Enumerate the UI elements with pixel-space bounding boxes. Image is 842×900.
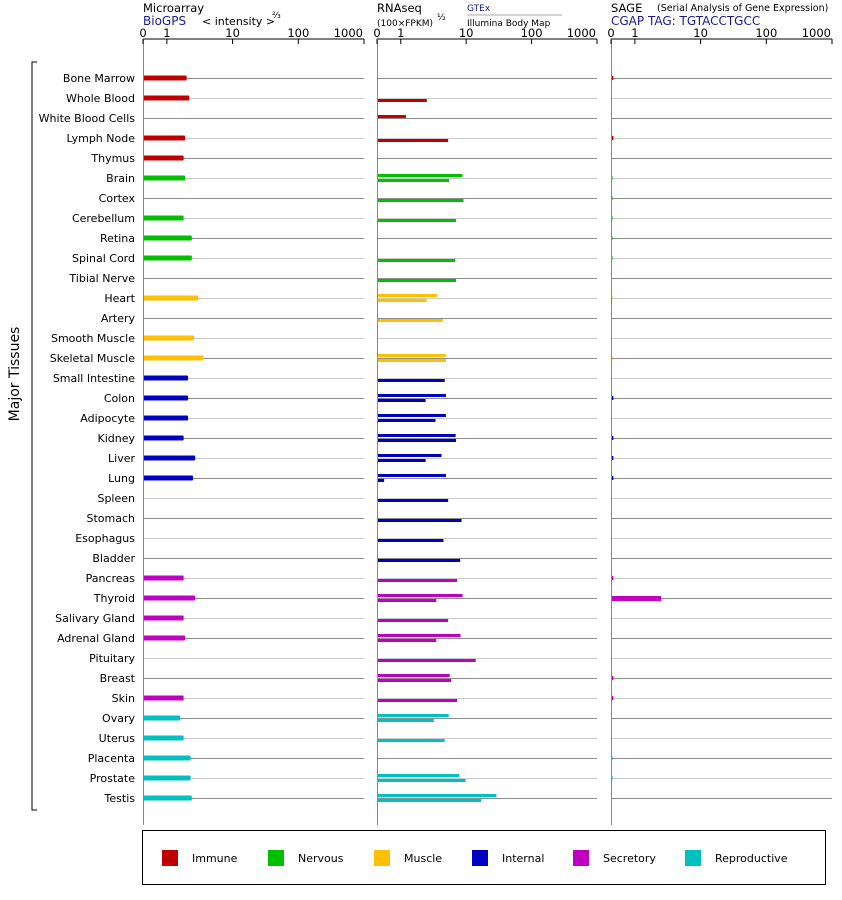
tissue-label: Retina [100,232,135,245]
sage-tick-label: 100 [755,26,778,40]
tissue-label: Artery [100,312,135,325]
rnaseq-gtex-bar [377,259,455,262]
microarray-bar [143,336,194,341]
tissue-label: Liver [108,452,135,465]
tissue-label: White Blood Cells [38,112,135,125]
rnaseq-source-ibm: Illumina Body Map [467,19,551,29]
sage-subtitle: (Serial Analysis of Gene Expression) [657,3,829,14]
tissue-label: Heart [104,292,135,305]
rnaseq-gtex-bar [377,379,445,382]
sage-tick-label: 1 [631,26,639,40]
rnaseq-gtex-bar [377,699,457,702]
rnaseq-scale-label: (100×FPKM) [377,19,434,29]
microarray-source: BioGPS [143,14,187,28]
rnaseq-gtex-bar [377,414,446,417]
rnaseq-gtex-bar [377,279,456,282]
rnaseq-gtex-bar [377,319,443,322]
tissue-label: Bladder [92,552,135,565]
tissue-label: Tibial Nerve [69,272,135,285]
microarray-bar [143,616,184,621]
sage-source: CGAP TAG: TGTACCTGCC [611,14,761,28]
rnaseq-gtex-bar [377,739,445,742]
tissue-label: Cerebellum [71,212,135,225]
tissue-label: Placenta [87,752,135,765]
sage-tick-label: 1000 [801,26,831,40]
rnaseq-gtex-bar [377,199,463,202]
legend-swatch-immune [162,850,178,866]
microarray-tick-label: 1000 [333,26,363,40]
rnaseq-gtex-bar [377,474,446,477]
microarray-tick-label: 10 [225,26,240,40]
microarray-bar [143,256,192,261]
legend-label-nervous: Nervous [298,852,344,865]
tissue-label: Stomach [86,512,135,525]
rnaseq-gtex-bar [377,174,463,177]
legend-swatch-secretory [573,850,589,866]
rnaseq-tick-label: 0 [373,26,381,40]
tissue-label: Smooth Muscle [50,332,135,345]
microarray-bar [143,236,192,241]
rnaseq-ibm-bar [377,439,456,442]
tissue-label: Adipocyte [80,412,135,425]
tissue-label: Testis [104,792,135,805]
rnaseq-tick-label: 100 [520,26,543,40]
legend-label-immune: Immune [192,852,238,865]
rnaseq-ibm-bar [377,179,449,182]
tissue-label: Whole Blood [66,92,135,105]
rnaseq-gtex-bar [377,579,457,582]
rnaseq-ibm-bar [377,679,451,682]
tissue-label: Cortex [98,192,135,205]
tissue-label: Esophagus [75,532,135,545]
tissue-label: Spinal Cord [71,252,135,265]
tissue-label: Breast [99,672,135,685]
microarray-bar [143,716,180,721]
microarray-bar [143,216,184,221]
legend-swatch-internal [472,850,488,866]
legend-label-secretory: Secretory [603,852,656,865]
tissue-label: Bone Marrow [62,72,135,85]
legend-swatch-reproductive [685,850,701,866]
tissue-label: Brain [106,172,135,185]
microarray-scale-label: < intensity > [202,15,276,28]
legend-label-muscle: Muscle [404,852,443,865]
rnaseq-gtex-bar [377,499,448,502]
microarray-scale-exp: ⅔ [272,11,281,21]
rnaseq-ibm-bar [377,719,434,722]
legend-label-reproductive: Reproductive [715,852,788,865]
tissue-label: Thymus [91,152,135,165]
rnaseq-gtex-bar [377,659,476,662]
tissue-label: Lymph Node [66,132,135,145]
rnaseq-gtex-bar [377,634,461,637]
tissue-label: Pituitary [89,652,135,665]
microarray-tick-label: 0 [139,26,147,40]
microarray-bar [143,356,203,361]
tissue-label: Kidney [97,432,135,445]
rnaseq-tick-label: 1 [397,26,405,40]
microarray-tick-label: 1 [163,26,171,40]
tissue-label: Pancreas [85,572,135,585]
rnaseq-gtex-bar [377,539,443,542]
microarray-bar [143,156,184,161]
rnaseq-ibm-bar [377,779,466,782]
rnaseq-tick-label: 10 [458,26,474,40]
rnaseq-scale-exp: ½ [437,13,446,23]
rnaseq-ibm-bar [377,459,426,462]
tissue-label: Lung [108,472,135,485]
rnaseq-source-gtex: GTEx [467,4,491,14]
tissue-bracket [32,62,37,810]
tissue-label: Colon [103,392,135,405]
rnaseq-ibm-bar [377,419,436,422]
microarray-bar [143,296,198,301]
rnaseq-gtex-bar [377,434,456,437]
rnaseq-gtex-bar [377,714,449,717]
rnaseq-gtex-bar [377,674,450,677]
tissue-label: Adrenal Gland [57,632,135,645]
rnaseq-gtex-bar [377,139,448,142]
tissue-label: Skin [111,692,135,705]
rnaseq-gtex-bar [377,774,459,777]
rnaseq-gtex-bar [377,619,448,622]
tissue-label: Small Intestine [52,372,135,385]
rnaseq-gtex-bar [377,454,442,457]
rnaseq-ibm-bar [377,299,427,302]
rnaseq-gtex-bar [377,354,446,357]
legend-swatch-nervous [268,850,284,866]
rnaseq-gtex-bar [377,219,456,222]
microarray-bar [143,416,188,421]
rnaseq-gtex-bar [377,519,462,522]
tissue-label: Spleen [97,492,135,505]
microarray-bar [143,176,185,181]
microarray-bar [143,776,191,781]
microarray-bar [143,576,184,581]
microarray-bar [143,136,185,141]
rnaseq-ibm-bar [377,399,426,402]
rnaseq-tick-label: 1000 [566,26,596,40]
tissue-label: Uterus [98,732,135,745]
sage-tick-label: 10 [693,26,708,40]
microarray-bar [143,96,189,101]
rnaseq-ibm-bar [377,359,446,362]
microarray-bar [143,696,184,701]
rnaseq-gtex-bar [377,794,496,797]
tissue-label: Ovary [102,712,135,725]
y-axis-label: Major Tissues [7,326,23,422]
rnaseq-ibm-bar [377,479,384,482]
rnaseq-gtex-bar [377,294,437,297]
microarray-bar [143,76,187,81]
sage-bar [611,596,661,601]
tissue-label: Thyroid [93,592,135,605]
tissue-label: Skeletal Muscle [49,352,135,365]
rnaseq-ibm-bar [377,115,406,118]
microarray-bar [143,596,195,601]
rnaseq-gtex-bar [377,99,427,102]
microarray-tick-label: 100 [287,26,310,40]
rnaseq-gtex-bar [377,559,460,562]
tissue-label: Prostate [89,772,135,785]
rnaseq-gtex-bar [377,394,446,397]
microarray-bar [143,796,192,801]
microarray-bar [143,736,184,741]
tissue-label: Salivary Gland [55,612,135,625]
rnaseq-ibm-bar [377,639,436,642]
microarray-bar [143,436,184,441]
rnaseq-ibm-bar [377,799,481,802]
microarray-bar [143,476,193,481]
microarray-bar [143,376,188,381]
sage-tick-label: 0 [607,26,615,40]
microarray-bar [143,456,195,461]
sage-title: SAGE [611,1,643,15]
rnaseq-title: RNAseq [377,1,422,15]
microarray-bar [143,756,191,761]
rnaseq-ibm-bar [377,599,436,602]
microarray-title: Microarray [143,1,205,15]
legend-label-internal: Internal [502,852,545,865]
microarray-bar [143,396,188,401]
microarray-bar [143,636,185,641]
legend-swatch-muscle [374,850,390,866]
rnaseq-gtex-bar [377,594,463,597]
